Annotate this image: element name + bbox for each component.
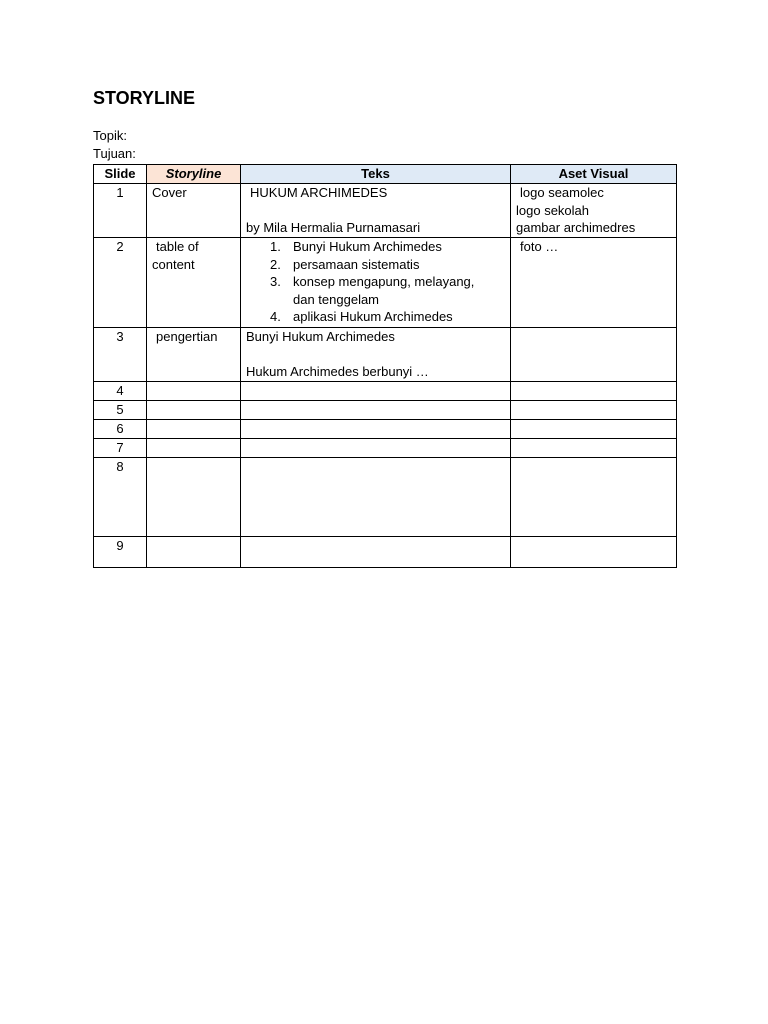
visual-cell — [511, 537, 677, 568]
teks-cell — [241, 328, 511, 382]
list-item — [246, 238, 505, 256]
table-header-row — [94, 165, 677, 184]
visual-cell — [511, 328, 677, 382]
teks-cell — [241, 184, 511, 238]
teks-cell — [241, 537, 511, 568]
visual-line: logo seamolec — [520, 185, 604, 200]
teks-cell — [241, 439, 511, 458]
storyline-cell — [147, 458, 241, 537]
teks-cell — [241, 420, 511, 439]
list-item-text: Bunyi Hukum Archimedes — [293, 239, 442, 254]
teks-line: Hukum Archimedes berbunyi … — [246, 364, 429, 379]
teks-line: by Mila Hermalia Purnamasari — [246, 220, 421, 235]
slide-number-cell: 5 — [94, 401, 147, 420]
list-number: 4. — [270, 309, 281, 324]
slide-number-cell: 1 — [94, 184, 147, 238]
storyline-cell — [147, 328, 241, 382]
visual-cell — [511, 184, 677, 238]
table-row — [94, 420, 677, 439]
storyline-text: content — [152, 256, 195, 272]
teks-cell — [241, 382, 511, 401]
column-header-aset-visual: Aset Visual — [511, 165, 677, 184]
teks-line: HUKUM ARCHIMEDES — [250, 185, 388, 200]
visual-cell — [511, 382, 677, 401]
visual-cell — [511, 238, 677, 328]
list-item — [246, 273, 505, 308]
slide-number-cell: 9 — [94, 537, 147, 568]
table-row — [94, 401, 677, 420]
visual-cell — [511, 439, 677, 458]
table-of-contents-list — [246, 238, 505, 326]
table-row — [94, 328, 677, 382]
slide-number-cell: 6 — [94, 420, 147, 439]
teks-cell — [241, 458, 511, 537]
visual-cell — [511, 420, 677, 439]
list-item-text: persamaan sistematis — [293, 256, 420, 272]
visual-line: foto … — [520, 239, 559, 254]
list-number: 1. — [270, 239, 281, 254]
blank-line — [246, 346, 505, 364]
list-item-text: aplikasi Hukum Archimedes — [293, 309, 453, 324]
slide-number-cell: 4 — [94, 382, 147, 401]
page-title: STORYLINE — [93, 88, 196, 108]
storyline-cell — [147, 382, 241, 401]
storyline-text: pengertian — [156, 329, 218, 344]
list-item — [246, 308, 505, 326]
table-row — [94, 439, 677, 458]
storyline-cell — [147, 439, 241, 458]
table-row — [94, 537, 677, 568]
table-row — [94, 382, 677, 401]
table-row — [94, 184, 677, 238]
table-row — [94, 458, 677, 537]
slide-number-cell: 3 — [94, 328, 147, 382]
storyline-text: Cover — [152, 185, 187, 200]
table-row — [94, 238, 677, 328]
visual-line: gambar archimedres — [516, 220, 636, 235]
topic-label: Topik: — [93, 128, 127, 143]
visual-cell — [511, 401, 677, 420]
list-number: 3. — [270, 274, 281, 289]
teks-cell — [241, 238, 511, 328]
storyline-cell — [147, 537, 241, 568]
teks-cell — [241, 401, 511, 420]
slide-number-cell: 7 — [94, 439, 147, 458]
visual-line: logo sekolah — [516, 202, 589, 218]
storyline-text: table of — [156, 239, 199, 254]
storyline-cell — [147, 420, 241, 439]
storyline-table — [93, 164, 677, 568]
visual-cell — [511, 458, 677, 537]
column-header-storyline: Storyline — [147, 165, 241, 184]
purpose-label: Tujuan: — [93, 146, 136, 161]
storyline-cell — [147, 184, 241, 238]
storyline-cell — [147, 401, 241, 420]
slide-number-cell: 8 — [94, 458, 147, 537]
column-header-teks: Teks — [241, 165, 511, 184]
list-item — [246, 256, 505, 274]
blank-line — [246, 202, 505, 220]
column-header-slide: Slide — [94, 165, 147, 184]
list-item-text: dan tenggelam — [293, 291, 380, 307]
list-item-text: konsep mengapung, melayang, — [293, 274, 475, 289]
list-number: 2. — [270, 256, 281, 272]
teks-line: Bunyi Hukum Archimedes — [246, 329, 395, 344]
slide-number-cell: 2 — [94, 238, 147, 328]
storyline-cell — [147, 238, 241, 328]
